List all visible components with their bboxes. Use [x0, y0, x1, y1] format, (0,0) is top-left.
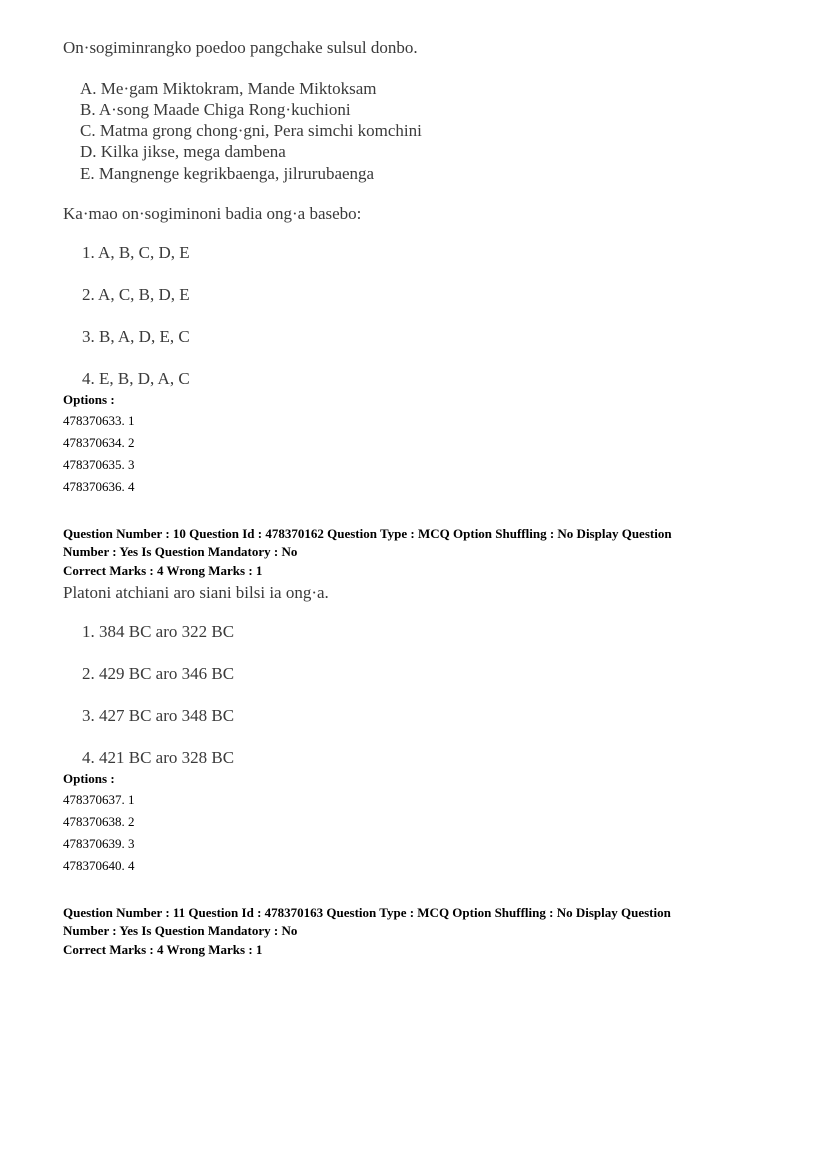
- answer-choice: 4. E, B, D, A, C: [82, 369, 190, 388]
- option-id: 478370634. 2: [63, 435, 135, 450]
- answer-choice: 4. 421 BC aro 328 BC: [82, 748, 235, 767]
- option-id: 478370637. 1: [63, 792, 135, 807]
- option-id: 478370638. 2: [63, 814, 135, 829]
- answer-choice: 1. 384 BC aro 322 BC: [82, 622, 235, 641]
- statement-item: D. Kilka jikse, mega dambena: [80, 142, 286, 161]
- answer-choice: 1. A, B, C, D, E: [82, 243, 190, 262]
- options-label: Options :: [63, 771, 115, 786]
- question-10-meta: [63, 525, 763, 580]
- question-stem: Platoni atchiani aro siani bilsi ia ong·a.: [63, 583, 329, 602]
- statement-item: A. Me·gam Miktokram, Mande Miktoksam: [80, 79, 377, 98]
- statement-item: C. Matma grong chong·gni, Pera simchi komchini: [80, 121, 422, 140]
- answer-choice: 2. 429 BC aro 346 BC: [82, 664, 235, 683]
- question-stem: On·sogiminrangko poedoo pangchake sulsul donbo.: [63, 38, 418, 57]
- question-meta-line: Number : Yes Is Question Mandatory : No: [63, 922, 298, 938]
- marks-line: Correct Marks : 4 Wrong Marks : 1: [63, 942, 263, 957]
- question-meta-line: Question Number : 10 Question Id : 478370162 Question Type : MCQ Option Shuffling : No Display Question: [63, 526, 672, 541]
- question-meta-line: Number : Yes Is Question Mandatory : No: [63, 543, 298, 559]
- option-id: 478370633. 1: [63, 413, 135, 428]
- options-label: Options :: [63, 392, 115, 407]
- answer-choice: 3. B, A, D, E, C: [82, 327, 190, 346]
- question-prompt: Ka·mao on·sogiminoni badia ong·a basebo:: [63, 204, 362, 223]
- question-meta-line: Question Number : 11 Question Id : 478370163 Question Type : MCQ Option Shuffling : No Display Question: [63, 905, 671, 920]
- answer-choice: 2. A, C, B, D, E: [82, 285, 190, 304]
- question-11-meta: [63, 904, 763, 959]
- statement-item: B. A·song Maade Chiga Rong·kuchioni: [80, 100, 351, 119]
- option-id: 478370635. 3: [63, 457, 135, 472]
- answer-choice: 3. 427 BC aro 348 BC: [82, 706, 235, 725]
- option-id: 478370640. 4: [63, 858, 135, 873]
- marks-line: Correct Marks : 4 Wrong Marks : 1: [63, 563, 263, 578]
- option-id: 478370636. 4: [63, 479, 135, 494]
- statement-item: E. Mangnenge kegrikbaenga, jilrurubaenga: [80, 164, 375, 183]
- option-id: 478370639. 3: [63, 836, 135, 851]
